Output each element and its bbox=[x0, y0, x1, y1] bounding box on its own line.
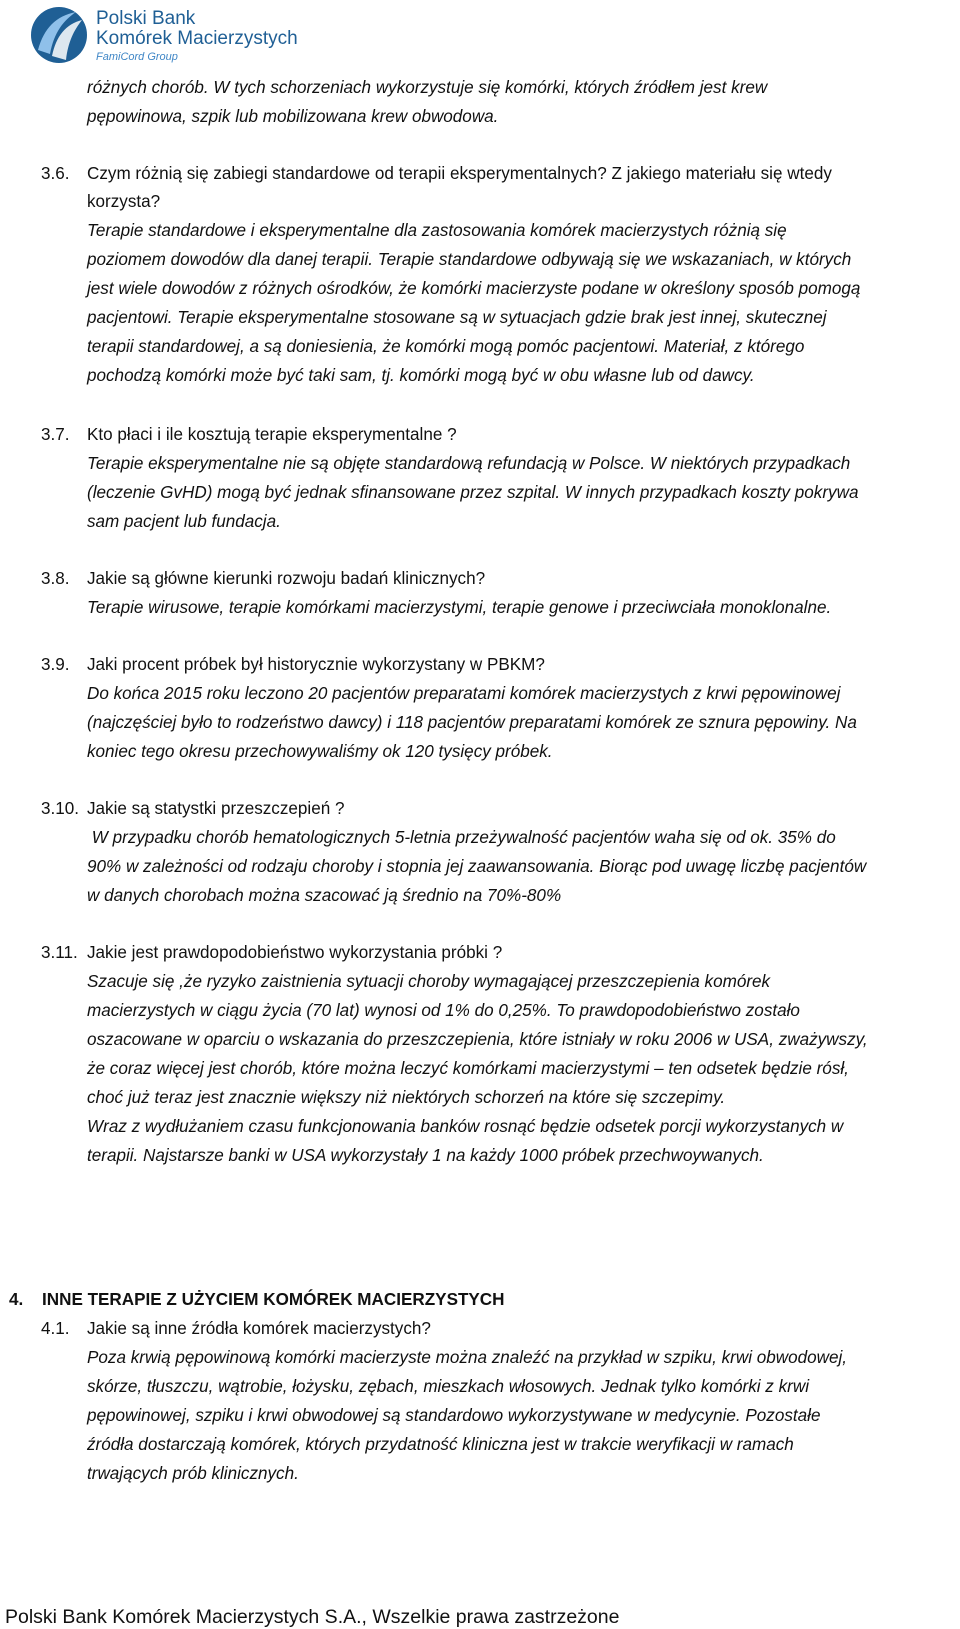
intro-line: pępowinowa, szpik lub mobilizowana krew obwodowa. bbox=[87, 107, 499, 126]
answer-line: Szacuje się ,że ryzyko zaistnienia sytuacji choroby wymagającej przeszczepienia komórek bbox=[87, 972, 771, 991]
answer-line: pacjentowi. Terapie eksperymentalne stosowane są w sytuacjach gdzie brak jest innej, skutecznej bbox=[87, 308, 827, 327]
answer-line: choć już teraz jest znacznie większy niż niektórych schorzeń na które się szczepimy. bbox=[87, 1088, 726, 1107]
logo-emblem-icon bbox=[30, 6, 88, 64]
answer-line: pochodzą komórki może być taki sam, tj. komórki mogą być w obu własne lub od dawcy. bbox=[87, 366, 755, 385]
answer-line: Do końca 2015 roku leczono 20 pacjentów preparatami komórek macierzystych z krwi pępowinowej bbox=[87, 684, 841, 703]
logo-line-3: FamiCord Group bbox=[96, 51, 178, 63]
answer-line: Wraz z wydłużaniem czasu funkcjonowania banków rosnąć będzie odsetek porcji wykorzystanych w bbox=[87, 1117, 844, 1136]
question-title: Jaki procent próbek był historycznie wykorzystany w PBKM? bbox=[87, 655, 545, 674]
answer-line: 90% w zależności od rodzaju choroby i stopnia jej zaawansowania. Biorąc pod uwagę liczbę pacjentów bbox=[87, 857, 867, 876]
answer-line: (leczenie GvHD) mogą być jednak sfinansowane przez szpital. W innych przypadkach koszty pokrywa bbox=[87, 483, 859, 502]
answer-line: sam pacjent lub fundacja. bbox=[87, 512, 281, 531]
answer-line: poziomem dowodów dla danej terapii. Terapie standardowe odbywają się we wskazaniach, w których bbox=[87, 250, 852, 269]
question-title: Jakie są główne kierunki rozwoju badań klinicznych? bbox=[87, 569, 486, 588]
answer-line: że coraz więcej jest chorób, które można leczyć komórkami macierzystymi – ten odsetek będzie rósł, bbox=[87, 1059, 849, 1078]
question-title: korzysta? bbox=[87, 192, 161, 211]
answer-line: W przypadku chorób hematologicznych 5-letnia przeżywalność pacjentów waha się od ok. 35% do bbox=[87, 828, 836, 847]
question-number: 4.1. bbox=[41, 1319, 70, 1338]
question-number: 3.9. bbox=[41, 655, 70, 674]
question-title: Jakie są statystki przeszczepień ? bbox=[87, 799, 345, 818]
page-footer: Polski Bank Komórek Macierzystych S.A., Wszelkie prawa zastrzeżone bbox=[5, 1606, 620, 1628]
logo-line-2: Komórek Macierzystych bbox=[96, 28, 298, 49]
question-title: Jakie są inne źródła komórek macierzystych? bbox=[87, 1319, 431, 1338]
answer-line: pępowinowej, szpiku i krwi obwodowej są standardowo wykorzystywane w medycynie. Pozostałe bbox=[87, 1406, 821, 1425]
question-number: 3.8. bbox=[41, 569, 70, 588]
question-number: 3.6. bbox=[41, 164, 70, 183]
answer-line: trwających prób klinicznych. bbox=[87, 1464, 299, 1483]
answer-line: terapii. Najstarsze banki w USA wykorzystały 1 na każdy 1000 próbek przechwoywanych. bbox=[87, 1146, 764, 1165]
question-title: Jakie jest prawdopodobieństwo wykorzystania próbki ? bbox=[87, 943, 503, 962]
answer-line: (najczęściej było to rodzeństwo dawcy) i 118 pacjentów preparatami komórek ze sznura pępowiny. Na bbox=[87, 713, 857, 732]
answer-line: skórze, tłuszczu, wątrobie, łożysku, zębach, mieszkach włosowych. Jednak tylko komórki z krwi bbox=[87, 1377, 809, 1396]
question-number: 3.7. bbox=[41, 425, 70, 444]
question-title: Czym różnią się zabiegi standardowe od terapii eksperymentalnych? Z jakiego materiału się wtedy bbox=[87, 164, 832, 183]
company-logo bbox=[30, 6, 350, 66]
answer-line: w danych chorobach można szacować ją średnio na 70%-80% bbox=[87, 886, 562, 905]
question-title: Kto płaci i ile kosztują terapie eksperymentalne ? bbox=[87, 425, 457, 444]
answer-line: Terapie standardowe i eksperymentalne dla zastosowania komórek macierzystych różnią się bbox=[87, 221, 787, 240]
question-number: 3.10. bbox=[41, 799, 80, 818]
section-number: 4. bbox=[9, 1290, 24, 1309]
logo-line-1: Polski Bank bbox=[96, 8, 196, 29]
answer-line: oszacowane w oparciu o wskazania do przeszczepienia, które istniały w roku 2006 w USA, zważywszy, bbox=[87, 1030, 868, 1049]
answer-line: Terapie wirusowe, terapie komórkami macierzystymi, terapie genowe i przeciwciała monoklonalne. bbox=[87, 598, 832, 617]
answer-line: Terapie eksperymentalne nie są objęte standardową refundacją w Polsce. W niektórych przypadkach bbox=[87, 454, 851, 473]
answer-line: jest wiele dowodów z różnych ośrodków, że komórki macierzyste podane w określony sposób pomogą bbox=[87, 279, 861, 298]
section-heading: INNE TERAPIE Z UŻYCIEM KOMÓREK MACIERZYSTYCH bbox=[42, 1290, 505, 1309]
answer-line: źródła dostarczają komórek, których przydatność kliniczna jest w trakcie weryfikacji w ramach bbox=[87, 1435, 794, 1454]
answer-line: macierzystych w ciągu życia (70 lat) wynosi od 1% do 0,25%. To prawdopodobieństwo zostało bbox=[87, 1001, 800, 1020]
answer-line: terapii standardowej, a są doniesienia, że komórki mogą pomóc pacjentowi. Materiał, z którego bbox=[87, 337, 805, 356]
answer-line: koniec tego okresu przechowywaliśmy ok 120 tysięcy próbek. bbox=[87, 742, 553, 761]
question-number: 3.11. bbox=[41, 943, 78, 962]
intro-line: różnych chorób. W tych schorzeniach wykorzystuje się komórki, których źródłem jest krew bbox=[87, 78, 768, 97]
answer-line: Poza krwią pępowinową komórki macierzyste można znaleźć na przykład w szpiku, krwi obwodowej, bbox=[87, 1348, 848, 1367]
